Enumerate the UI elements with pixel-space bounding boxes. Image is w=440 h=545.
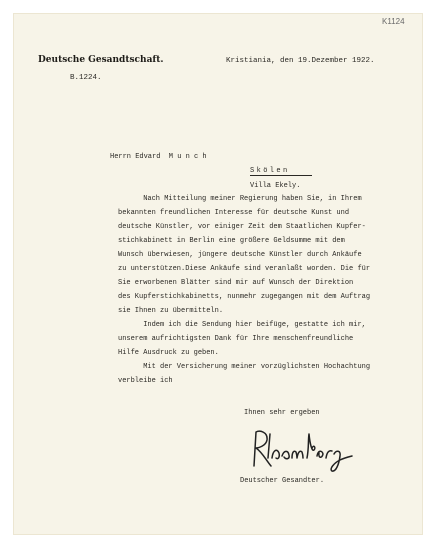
city-underline — [250, 175, 312, 176]
place-date: Kristiania, den 19.Dezember 1922. — [226, 57, 375, 65]
recipient-name: Herrn Edvard M u n c h — [110, 153, 207, 161]
closing-phrase: Ihnen sehr ergeben — [244, 409, 320, 417]
recipient-city: Skölen — [250, 167, 290, 175]
recipient-villa: Villa Ekely. — [250, 182, 301, 190]
body-line: sie Ihnen zu übermitteln. — [118, 307, 224, 315]
body-line: Mit der Versicherung meiner vorzüglichsten Hochachtung — [118, 363, 371, 371]
body-line: Wunsch überwiesen, jüngere deutsche Künstler durch Ankäufe — [118, 251, 362, 259]
signer-title: Deutscher Gesandter. — [240, 477, 325, 485]
body-line: stichkabinett in Berlin eine größere Geldsumme mit dem — [118, 237, 345, 245]
body-line: des Kupferstichkabinetts, nunmehr zugegangen mit dem Auftrag — [118, 293, 371, 301]
body-line: Hilfe Ausdruck zu geben. — [118, 349, 219, 357]
body-line: Sie erworbenen Blätter sind mir auf Wunsch der Direktion — [118, 279, 354, 287]
body-line: Indem ich die Sendung hier beifüge, gestatte ich mir, — [118, 321, 366, 329]
body-line: zu unterstützen.Diese Ankäufe sind veranlaßt worden. Die für — [118, 265, 371, 273]
body-line: deutsche Künstler, vor einiger Zeit dem Staatlichen Kupfer- — [118, 223, 366, 231]
body-line: Nach Mitteilung meiner Regierung haben Sie, in Ihrem — [118, 195, 362, 203]
letter-body — [118, 195, 370, 391]
reference-number: B.1224. — [70, 74, 102, 82]
body-line: unserem aufrichtigsten Dank für Ihre menschenfreundliche — [118, 335, 354, 343]
archive-mark: K1124 — [382, 17, 405, 26]
letter-sheet — [14, 14, 422, 534]
handwritten-signature — [246, 426, 356, 476]
letterhead: Deutsche Gesandtschaft. — [38, 55, 164, 65]
body-line: verbleibe ich — [118, 377, 173, 385]
body-line: bekannten freundlichen Interesse für deutsche Kunst und — [118, 209, 350, 217]
